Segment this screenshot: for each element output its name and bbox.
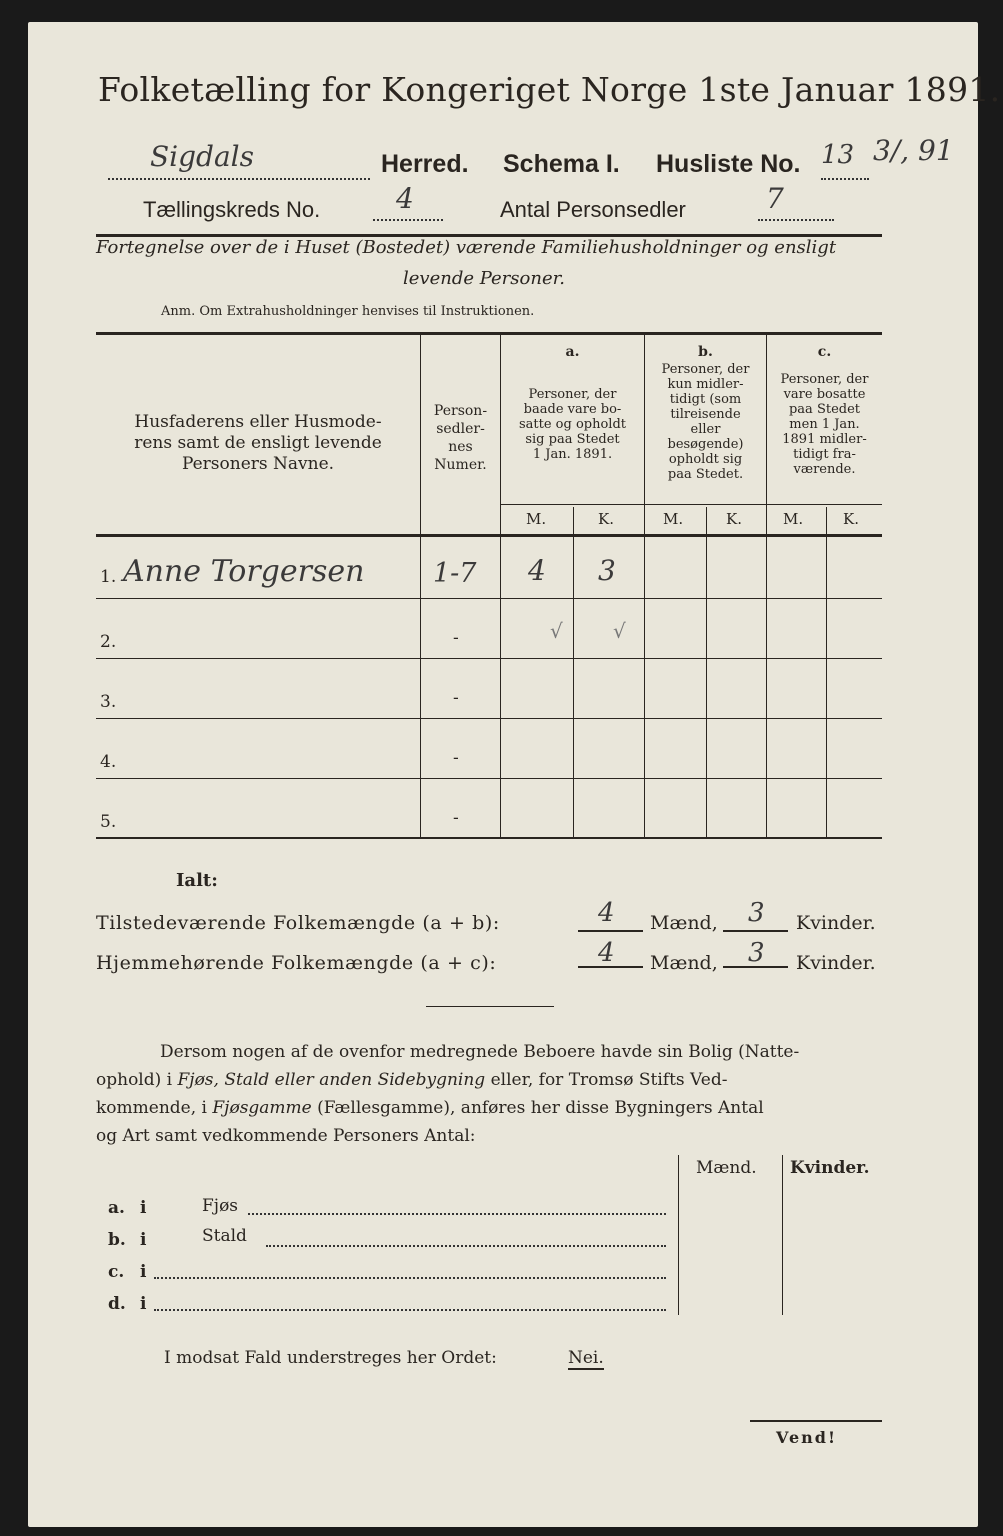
totals-line-1-kvinder: Kvinder. [796, 912, 876, 934]
row-2-rule [96, 658, 882, 659]
building-a-label: Fjøs [202, 1196, 239, 1216]
form-title: Folketælling for Kongeriget Norge 1ste Januar 1891. [98, 70, 1001, 109]
row-1-a-k: 3 [598, 554, 616, 587]
herred-value: Sigdals [150, 140, 255, 173]
herred-label: Herred. [381, 150, 469, 178]
col-a-header: Personer, der baade vare bo- satte og opholdt sig paa Stedet 1 Jan. 1891. [518, 387, 627, 462]
col-b-m-label: M. [663, 510, 684, 528]
totals-line-1-k: 3 [748, 898, 765, 928]
husliste-label: Husliste No. [656, 150, 801, 178]
col-c-m-label: M. [783, 510, 804, 528]
husliste-value: 13 [821, 140, 855, 170]
building-b-label: Stald [202, 1226, 247, 1246]
date-note: 3/, 91 [873, 134, 954, 167]
table-bottom-rule [96, 837, 882, 839]
col-b-k-label: K. [726, 510, 742, 528]
kreds-label: Tællingskreds No. [143, 197, 321, 222]
row-4-number: 4. [100, 752, 117, 772]
row-1-rule [96, 598, 882, 599]
building-c-dots [154, 1268, 666, 1279]
col-c-k-label: K. [843, 510, 859, 528]
building-d-letter: d. [108, 1294, 126, 1314]
totals-line-1-m: 4 [598, 898, 615, 928]
building-a-letter: a. [108, 1198, 125, 1218]
row-3-number: 3. [100, 692, 117, 712]
buildings-para-1: Dersom nogen af de ovenfor medregnede Beboere havde sin Bolig (Natte- [160, 1042, 800, 1062]
col-b-letter: b. [698, 344, 713, 360]
buildings-col-divider-1 [678, 1155, 679, 1315]
buildings-head-kvinder: Kvinder. [790, 1158, 870, 1178]
buildings-para-4: og Art samt vedkommende Personers Antal: [96, 1126, 476, 1146]
building-b-letter: b. [108, 1230, 126, 1250]
row-5-number: 5. [100, 812, 117, 832]
row-2-num: - [453, 628, 459, 648]
col-a-letter: a. [565, 344, 580, 360]
col-a-m-label: M. [526, 510, 547, 528]
totals-line-2-k: 3 [748, 938, 765, 968]
col-c-letter: c. [817, 344, 832, 360]
building-c-i: i [140, 1262, 147, 1282]
anm-note: Anm. Om Extrahusholdninger henvises til Instruktionen. [161, 304, 535, 319]
census-form-page [28, 22, 1001, 1527]
col-num-header: Person- sedler- nes Numer. [433, 403, 488, 473]
row-3-rule [96, 718, 882, 719]
row-1-number: 1. [100, 567, 117, 587]
row-1-a-m: 4 [528, 554, 546, 587]
building-b-i: i [140, 1230, 147, 1250]
col-divider-b-mk [706, 507, 707, 837]
row-4-rule [96, 778, 882, 779]
table-header-rule [96, 534, 882, 537]
antal-label: Antal Personsedler [500, 197, 686, 222]
building-d-dots [154, 1300, 666, 1311]
totals-line-2-maend: Mænd, [650, 952, 718, 974]
vend-rule [750, 1420, 882, 1422]
intro-line-2: levende Personer. [403, 268, 565, 289]
totals-line-1-m-field [578, 930, 643, 932]
intro-line-1: Fortegnelse over de i Huset (Bostedet) værende Familiehusholdninger og ensligt [96, 237, 837, 258]
col-name-header: Husfaderens eller Husmode- rens samt de ensligt levende Personers Navne. [134, 412, 382, 474]
section-divider [426, 1006, 554, 1007]
buildings-para-2: ophold) i Fjøs, Stald eller anden Sidebygning eller, for Tromsø Stifts Ved- [96, 1070, 728, 1090]
totals-line-1-k-field [723, 930, 788, 932]
col-divider-c-mk [826, 507, 827, 837]
totals-line-2-kvinder: Kvinder. [796, 952, 876, 974]
row-1-num: 1-7 [433, 558, 477, 589]
row-4-num: - [453, 748, 459, 768]
row-5-num: - [453, 808, 459, 828]
mk-header-rule [500, 504, 882, 505]
antal-value: 7 [766, 182, 784, 215]
row-2-check-k: √ [613, 619, 626, 643]
col-c-header: Personer, der vare bosatte paa Stedet men 1 Jan. 1891 midler- tidigt fra- værende. [780, 372, 869, 477]
building-b-dots [266, 1236, 666, 1247]
totals-line-2-m: 4 [598, 938, 615, 968]
schema-label: Schema I. [503, 150, 620, 178]
totals-line-2-label: Hjemmehørende Folkemængde (a + c): [96, 952, 497, 974]
building-a-i: i [140, 1198, 147, 1218]
buildings-head-maend: Mænd. [696, 1158, 757, 1178]
table-top-rule [96, 332, 882, 335]
row-1-name: Anne Torgersen [123, 554, 365, 589]
kreds-value: 4 [396, 182, 414, 215]
modsat-text: I modsat Fald understreges her Ordet: [164, 1348, 497, 1368]
col-a-k-label: K. [598, 510, 614, 528]
building-a-dots [248, 1204, 666, 1215]
ialt-label: Ialt: [176, 870, 218, 891]
buildings-col-divider-2 [782, 1155, 783, 1315]
row-2-number: 2. [100, 632, 117, 652]
vend-label: Vend! [776, 1428, 837, 1447]
building-c-letter: c. [108, 1262, 125, 1282]
col-b-header: Personer, der kun midler- tidigt (som tilreisende eller besøgende) opholdt sig paa Stedet. [661, 362, 750, 482]
totals-line-1-maend: Mænd, [650, 912, 718, 934]
row-3-num: - [453, 688, 459, 708]
buildings-para-3: kommende, i Fjøsgamme (Fællesgamme), anføres her disse Bygningers Antal [96, 1098, 764, 1118]
col-divider-a-mk [573, 507, 574, 837]
building-d-i: i [140, 1294, 147, 1314]
totals-line-1-label: Tilstedeværende Folkemængde (a + b): [96, 912, 500, 934]
nei-word: Nei. [568, 1348, 604, 1368]
row-2-check-m: √ [550, 619, 563, 643]
